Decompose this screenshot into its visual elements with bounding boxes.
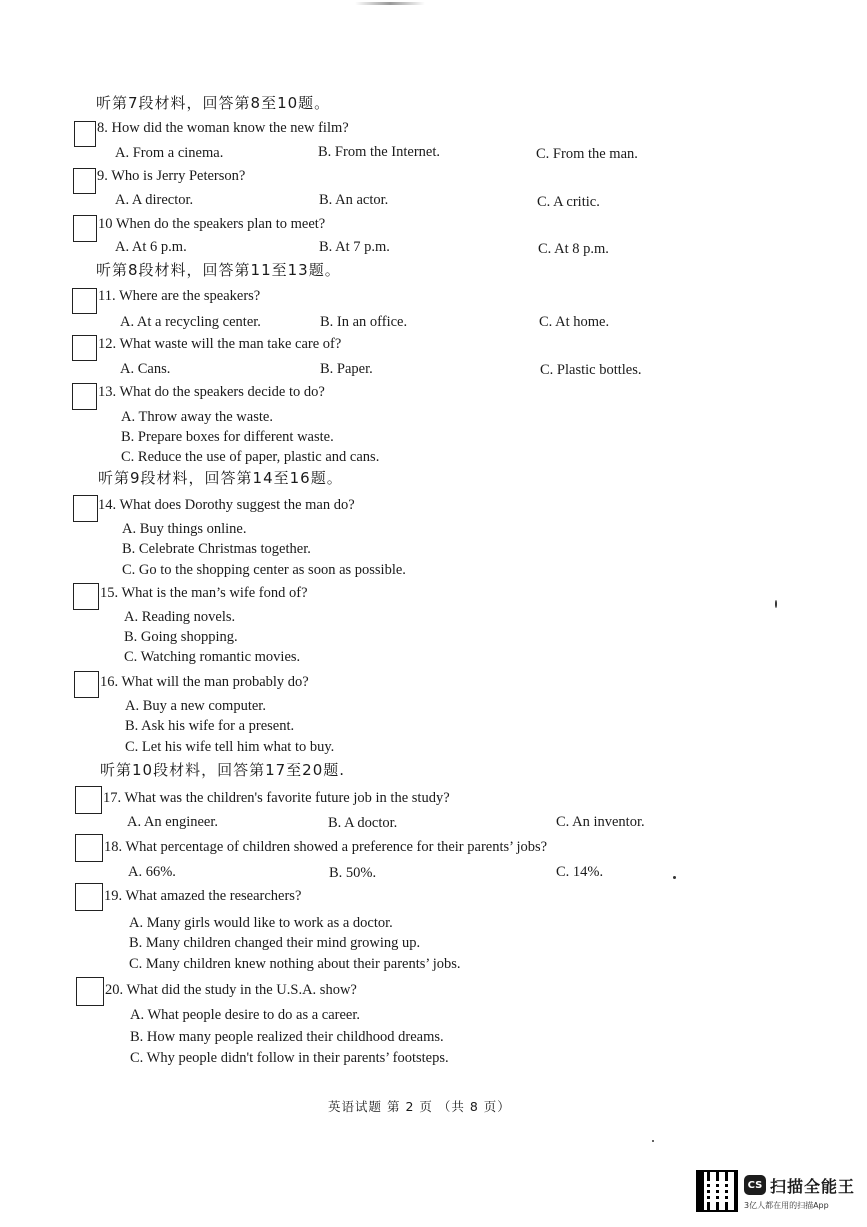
question-14-stem: 14. What does Dorothy suggest the man do? (98, 497, 355, 513)
answer-box-10[interactable] (73, 215, 97, 242)
question-20-option-b: B. How many people realized their childhood dreams. (130, 1029, 444, 1045)
page-footer: 英语试题 第 2 页 （共 8 页） (328, 1099, 511, 1114)
question-14-option-a: A. Buy things online. (122, 521, 247, 537)
answer-box-11[interactable] (72, 288, 97, 314)
answer-box-17[interactable] (75, 786, 102, 814)
scanner-tagline: 3亿人都在用的扫描App (744, 1201, 829, 1210)
question-15-stem: 15. What is the man’s wife fond of? (100, 585, 308, 601)
question-13-stem: 13. What do the speakers decide to do? (98, 384, 325, 400)
section-header-10: 听第10段材料，回答第17至20题. (100, 761, 346, 779)
question-12-option-c: C. Plastic bottles. (540, 362, 642, 378)
question-19-option-b: B. Many children changed their mind growing up. (129, 935, 421, 951)
section-header-7: 听第7段材料，回答第8至10题。 (96, 94, 331, 112)
question-17-stem: 17. What was the children's favorite future job in the study? (103, 790, 450, 806)
question-9-option-c: C. A critic. (537, 194, 600, 210)
question-18-stem: 18. What percentage of children showed a preference for their parents’ jobs? (104, 839, 548, 855)
question-8-option-a: A. From a cinema. (115, 145, 224, 161)
question-18-option-b: B. 50%. (329, 865, 377, 881)
question-14-option-c: C. Go to the shopping center as soon as possible. (122, 562, 406, 578)
question-9-option-a: A. A director. (115, 192, 194, 208)
answer-box-12[interactable] (72, 335, 97, 361)
question-13-option-b: B. Prepare boxes for different waste. (121, 429, 334, 445)
answer-box-13[interactable] (72, 383, 97, 410)
answer-box-14[interactable] (73, 495, 98, 522)
answer-box-19[interactable] (75, 883, 103, 911)
qr-code-icon (696, 1170, 738, 1212)
answer-box-15[interactable] (73, 583, 99, 610)
scan-edge-mark (355, 2, 425, 5)
question-17-option-c: C. An inventor. (556, 814, 645, 830)
question-20-option-a: A. What people desire to do as a career. (130, 1007, 361, 1023)
scan-speck (775, 600, 777, 608)
question-11-option-c: C. At home. (539, 314, 610, 330)
question-10-option-a: A. At 6 p.m. (115, 239, 187, 255)
question-19-option-a: A. Many girls would like to work as a doctor. (129, 915, 393, 931)
question-8-stem: 8. How did the woman know the new film? (97, 120, 349, 136)
question-16-option-a: A. Buy a new computer. (125, 698, 266, 714)
question-18-option-a: A. 66%. (128, 864, 176, 880)
answer-box-20[interactable] (76, 977, 104, 1006)
section-header-9: 听第9段材料，回答第14至16题。 (98, 469, 343, 487)
answer-box-18[interactable] (75, 834, 103, 862)
section-header-8: 听第8段材料，回答第11至13题。 (96, 261, 341, 279)
answer-box-16[interactable] (74, 671, 99, 698)
question-9-option-b: B. An actor. (319, 192, 389, 208)
question-15-option-c: C. Watching romantic movies. (124, 649, 301, 665)
question-13-option-c: C. Reduce the use of paper, plastic and cans. (121, 449, 380, 465)
question-10-option-b: B. At 7 p.m. (319, 239, 390, 255)
question-13-option-a: A. Throw away the waste. (121, 409, 273, 425)
question-17-option-b: B. A doctor. (328, 815, 398, 831)
question-18-option-c: C. 14%. (556, 864, 604, 880)
question-20-option-c: C. Why people didn't follow in their parents’ footsteps. (130, 1050, 449, 1066)
question-16-option-c: C. Let his wife tell him what to buy. (125, 739, 335, 755)
question-12-stem: 12. What waste will the man take care of? (98, 336, 342, 352)
question-19-stem: 19. What amazed the researchers? (104, 888, 302, 904)
question-19-option-c: C. Many children knew nothing about their parents’ jobs. (129, 956, 461, 972)
question-10-stem: 10 When do the speakers plan to meet? (98, 216, 326, 232)
scan-speck (652, 1140, 654, 1142)
question-11-option-a: A. At a recycling center. (120, 314, 261, 330)
question-15-option-a: A. Reading novels. (124, 609, 236, 625)
answer-box-8[interactable] (74, 121, 96, 147)
scanner-app-name: 扫描全能王 (770, 1177, 856, 1196)
question-16-stem: 16. What will the man probably do? (100, 674, 309, 690)
question-14-option-b: B. Celebrate Christmas together. (122, 541, 311, 557)
answer-box-9[interactable] (73, 168, 96, 194)
scan-speck (673, 876, 676, 879)
question-10-option-c: C. At 8 p.m. (538, 241, 609, 257)
question-17-option-a: A. An engineer. (127, 814, 219, 830)
question-11-stem: 11. Where are the speakers? (98, 288, 261, 304)
question-20-stem: 20. What did the study in the U.S.A. show? (105, 982, 357, 998)
camscanner-logo-icon: CS (744, 1175, 766, 1195)
question-11-option-b: B. In an office. (320, 314, 408, 330)
question-12-option-a: A. Cans. (120, 361, 171, 377)
question-9-stem: 9. Who is Jerry Peterson? (97, 168, 246, 184)
question-8-option-c: C. From the man. (536, 146, 638, 162)
question-15-option-b: B. Going shopping. (124, 629, 238, 645)
question-16-option-b: B. Ask his wife for a present. (125, 718, 295, 734)
question-8-option-b: B. From the Internet. (318, 144, 441, 160)
question-12-option-b: B. Paper. (320, 361, 373, 377)
